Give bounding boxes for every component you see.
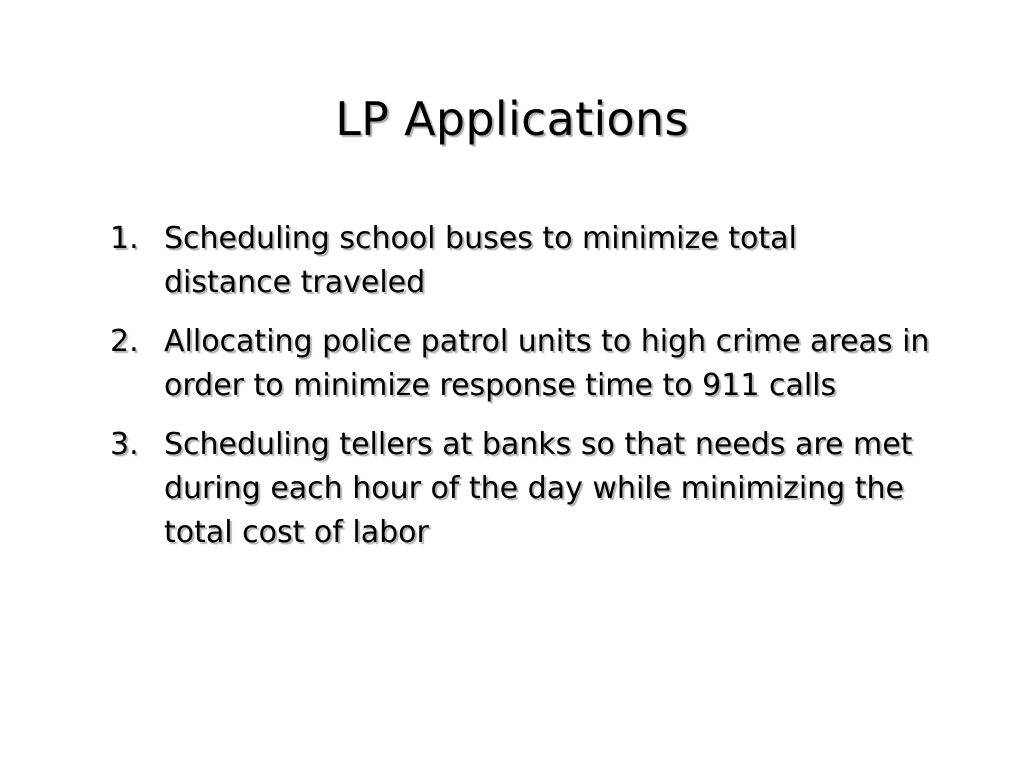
list-item: [110, 423, 930, 555]
numbered-list: [110, 217, 930, 570]
list-item-number: 3.: [110, 427, 139, 462]
list-item-number: 1.: [110, 221, 139, 256]
list-item-text: Scheduling tellers at banks so that needs are met during each hour of the day while minimizing the total cost of labor: [164, 427, 913, 550]
list-item-text: Allocating police patrol units to high crime areas in order to minimize response time to 911 calls: [164, 324, 930, 403]
slide-title: LP Applications: [335, 92, 689, 146]
list-item: [110, 217, 930, 305]
list-item-text: Scheduling school buses to minimize total distance traveled: [164, 221, 797, 300]
list-item: [110, 320, 930, 408]
list-item-number: 2.: [110, 324, 139, 359]
